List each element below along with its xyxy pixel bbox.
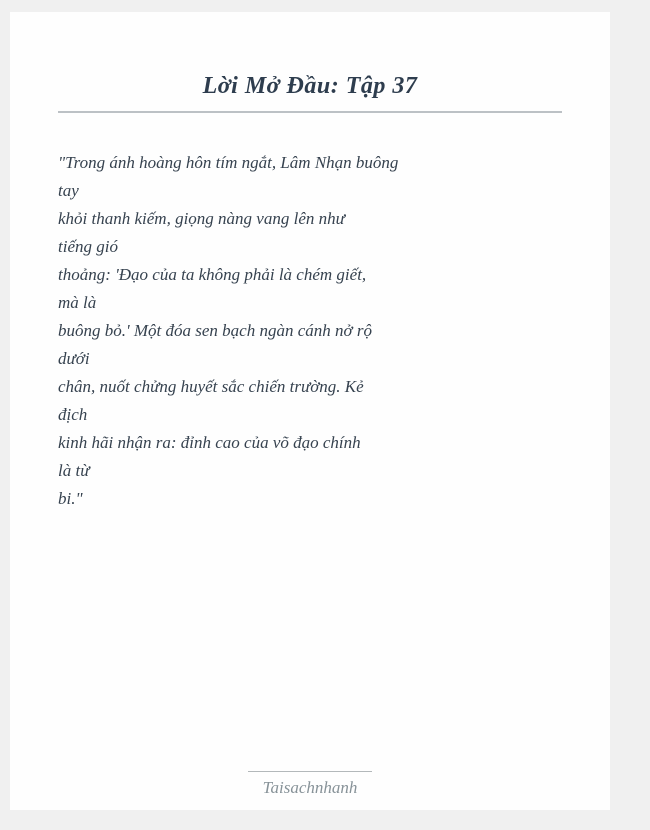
document-page bbox=[10, 12, 610, 810]
body-line: buông bỏ.' Một đóa sen bạch ngàn cánh nở rộ bbox=[58, 320, 372, 340]
title-divider bbox=[58, 111, 562, 113]
body-line: tiếng gió bbox=[58, 236, 118, 256]
body-line: là từ bbox=[58, 460, 90, 480]
body-line: khỏi thanh kiếm, giọng nàng vang lên như bbox=[58, 208, 345, 228]
body-line: bi." bbox=[58, 488, 83, 508]
body-line: kinh hãi nhận ra: đỉnh cao của võ đạo chính bbox=[58, 432, 361, 452]
body-line: "Trong ánh hoàng hôn tím ngắt, Lâm Nhạn buông bbox=[58, 152, 399, 172]
body-line: địch bbox=[58, 404, 88, 424]
page-title: Lời Mở Đầu: Tập 37 bbox=[202, 73, 418, 99]
body-line: thoảng: 'Đạo của ta không phải là chém giết, bbox=[58, 264, 367, 284]
body-line: tay bbox=[58, 180, 79, 200]
body-line: mà là bbox=[58, 292, 97, 312]
footer-divider bbox=[248, 771, 372, 772]
footer-brand: Taisachnhanh bbox=[262, 778, 358, 797]
body-text-block bbox=[58, 149, 562, 513]
page-footer bbox=[10, 771, 610, 800]
body-line: chân, nuốt chửng huyết sắc chiến trường. Kẻ bbox=[58, 376, 364, 396]
body-line: dưới bbox=[58, 348, 90, 368]
